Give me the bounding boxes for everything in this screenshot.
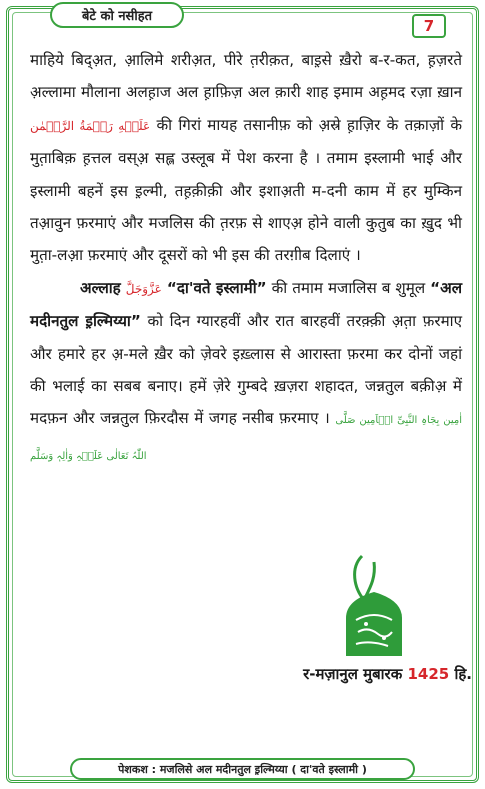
- text-line: माहिये बिद्अ़त, आ़लिमे शरीअ़त, पीरे त़रीक़त, बाइ़से ख़ैरो ब-र-कत,: [30, 51, 421, 69]
- text-line: त़रफ़ से शाएअ़ होने वाली कुतुब का ख़ुद भी मुत़ा-लआ़ फ़रमाएं और: [30, 214, 462, 265]
- text-line: आरास्ता फ़रमा कर दोनों जहां की भलाई का सबब बनाए। हमें ज़ेरे गुम्बदे: [30, 344, 463, 396]
- text-line: दूसरों को भी इस की तरग़ीब दिलाएं ।: [158, 246, 361, 265]
- arabic-honorific: عَلَيۡهِ رَحۡمَةُ الرَّحۡمٰن: [30, 118, 151, 133]
- arabic-honorific: عَزَّوَجَلَّ: [125, 281, 162, 296]
- text-line: इशाअ़ती म-दनी काम में हर मुम्किन तआ़वुन फ़रमाएं और मजलिस की: [30, 181, 463, 233]
- madina-title: “अल मदीनतुल इ़ल्मिय्या”: [30, 278, 463, 331]
- calligraphy-seal-icon: [340, 548, 408, 658]
- text-line: ख़ज़रा शहादत, जन्नतुल बक़ीअ़ में मदफ़न और जन्नतुल फ़िरदौस में: [30, 377, 463, 428]
- text-line: की तमाम मजालिस ब: [271, 278, 391, 297]
- page-number: 7: [412, 14, 446, 38]
- date-year: 1425: [407, 665, 450, 683]
- paragraph-1: [30, 44, 462, 272]
- date-era: हि.: [454, 665, 472, 683]
- text-line: की गिरां मायह तसानीफ़ को अ़स्रे: [156, 115, 341, 134]
- text-line: को दिन ग्यारहवीं और रात बारहवीं: [147, 312, 340, 331]
- text-line: अह़मद रज़ा ख़ान: [368, 83, 463, 102]
- text-line: शुमूल: [395, 278, 426, 297]
- date-month: र-मज़ानुल मुबारक: [303, 665, 403, 683]
- date-line: [272, 664, 472, 684]
- arabic-dua: اٰمِين بِجَاہِ النَّبِیِّ الۡاَمِين صَلَّی اللّٰہُ تَعَالٰی عَلَيۡہِ وَاٰلِہٖ وَسَلَّم: [30, 415, 463, 462]
- chapter-title: बेटे को नसीहत: [50, 2, 184, 28]
- text-line: जगह नसीब फ़रमाए ।: [208, 409, 330, 428]
- text-line: तरक़्क़ी अ़त़ा फ़रमाए और हमारे हर अ़-मले ख़ैर को ज़ेवरे इख़्लास से: [30, 312, 463, 363]
- text-line: ह़ज़रते अ़ल्लामा मौलाना अलह़ाज अल ह़ाफ़िज़ अल क़ारी शाह इमाम: [30, 51, 462, 102]
- paragraph-2: [30, 272, 462, 473]
- page-body: [30, 44, 462, 473]
- allah-word: अल्लाह: [80, 278, 121, 297]
- publisher-footer: पेशकश : मजलिसे अल मदीनतुल इ़ल्मिय्या ( दा'वते इस्लामी ): [70, 758, 415, 780]
- text-line: ह़ाज़िर के तक़ाज़ों के मुत़ाबिक़ ह़त्तल वस्अ़ सह्ल उस्लूब में पेश करना: [30, 115, 462, 168]
- dawat-e-islami: “दा'वते इस्लामी”: [166, 278, 267, 297]
- text-line: है । तमाम इस्लामी भाई और इस्लामी बहनें इस इ़ल्मी, तह़क़ीक़ी और: [30, 149, 462, 200]
